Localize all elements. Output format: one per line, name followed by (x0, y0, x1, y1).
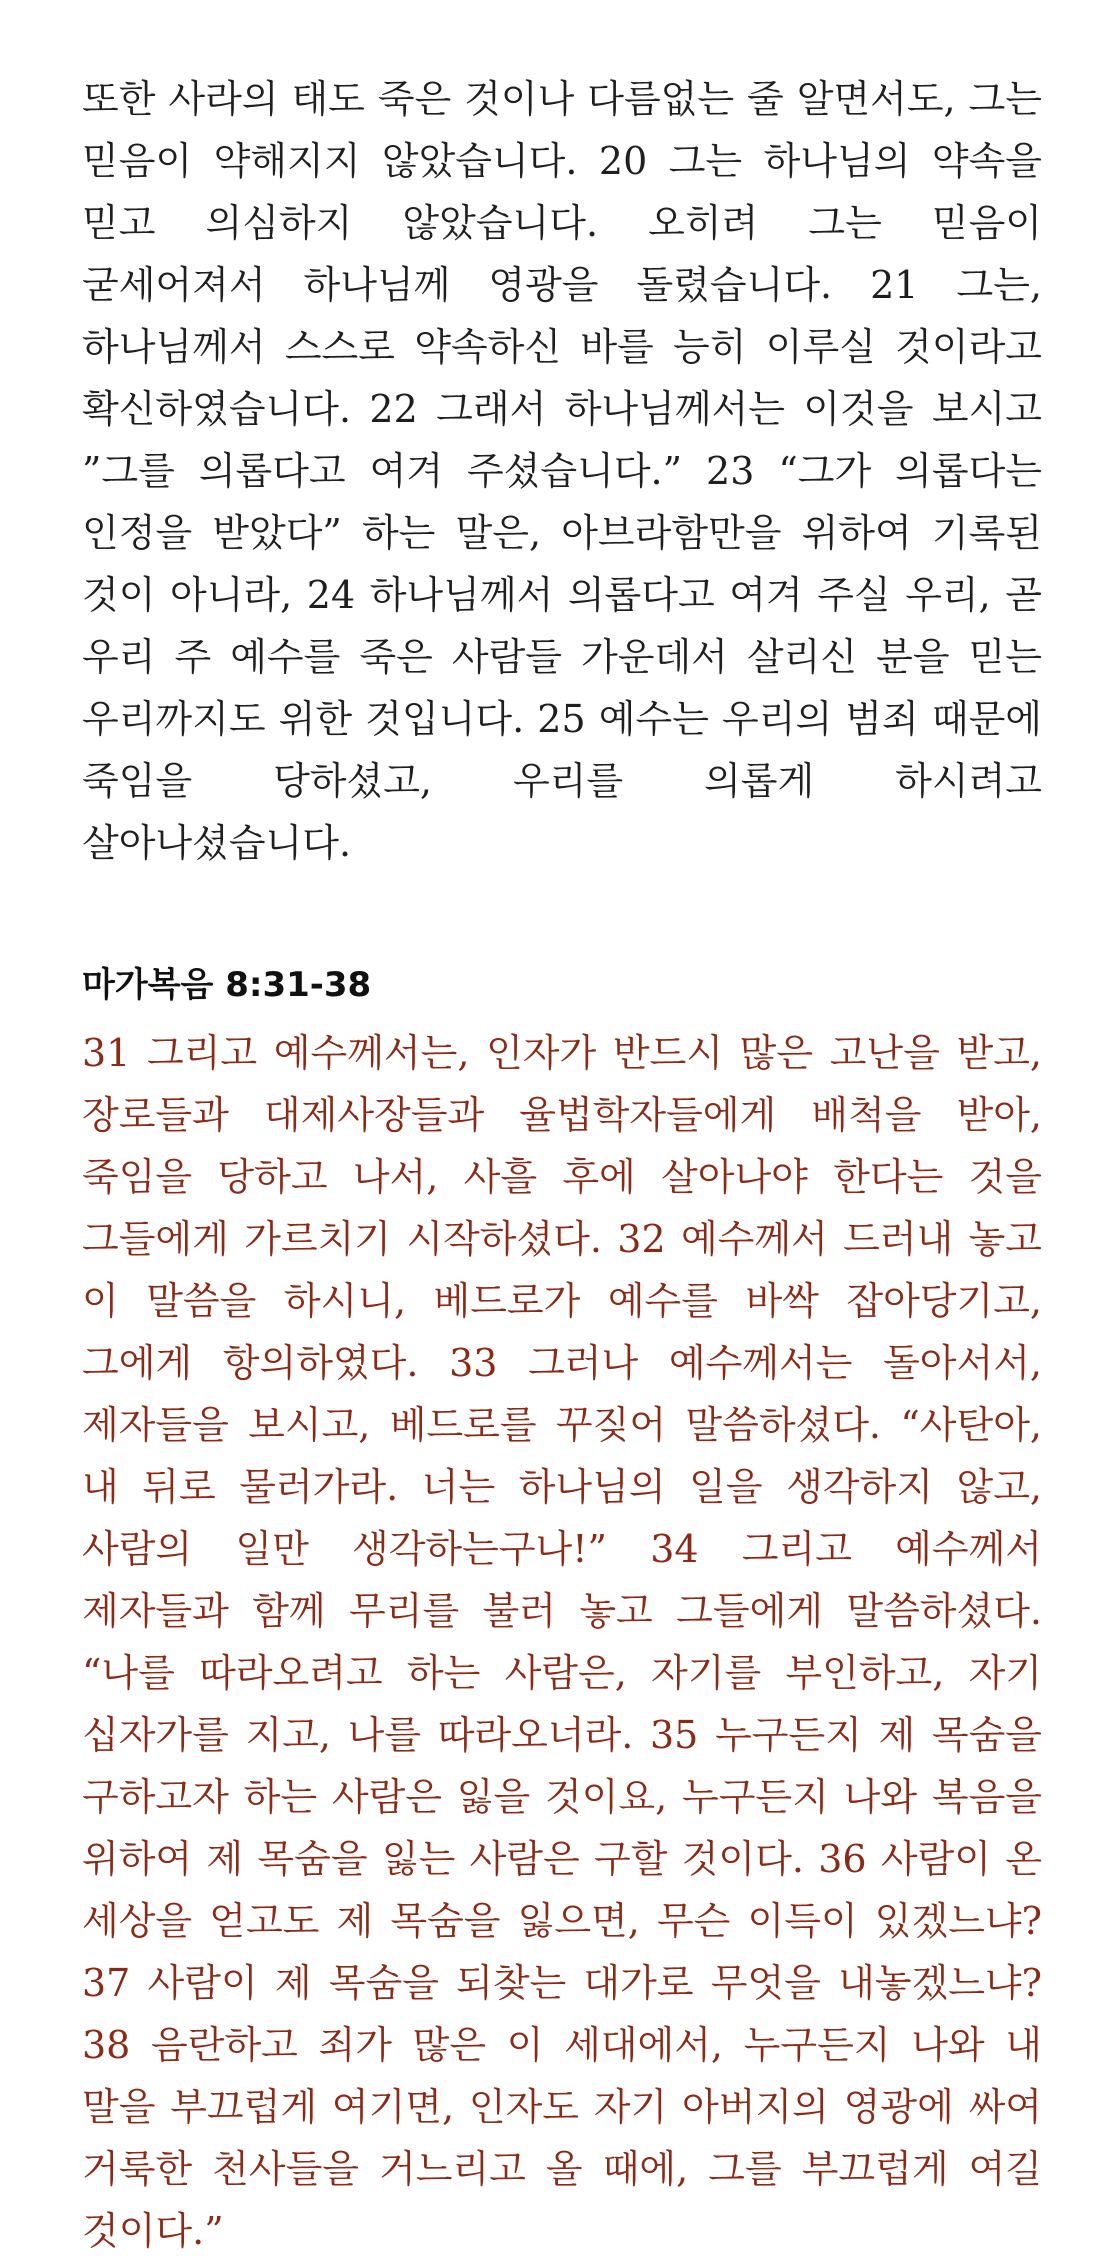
scripture-reference-heading: 마가복음 8:31-38 (82, 965, 372, 1005)
romans-passage-text: 또한 사라의 태도 죽은 것이나 다름없는 줄 알면서도, 그는 믿음이 약해지지 않았습니다. 20 그는 하나님의 약속을 믿고 의심하지 않았습니다. 오히려 그는 믿음이 굳세어져서 하나님께 영광을 돌렸습니다. 21 그는, 하나님께서 스스로 약속하신 바를 능히 이루실 것이라고 확신하였습니다. 22 그래서 하나님께서는 이것을 보시고 ”그를 의롭다고 여겨 주셨습니다.” 23 “그가 의롭다는 인정을 받았다” 하는 말은, 아브라함만을 위하여 기록된 것이 아니라, 24 하나님께서 의롭다고 여겨 주실 우리, 곧 우리 주 예수를 죽은 사람들 가운데서 살리신 분을 믿는 우리까지도 위한 것입니다. 25 예수는 우리의 범죄 때문에 죽임을 당하셨고, 우리를 의롭게 하시려고 살아나셨습니다. (82, 77, 1043, 865)
mark-passage-text: 31 그리고 예수께서는, 인자가 반드시 많은 고난을 받고, 장로들과 대제사장들과 율법학자들에게 배척을 받아, 죽임을 당하고 나서, 사흘 후에 살아나야 한다는 것을 그들에게 가르치기 시작하셨다. 32 예수께서 드러내 놓고 이 말씀을 하시니, 베드로가 예수를 바싹 잡아당기고, 그에게 항의하였다. 33 그러나 예수께서는 돌아서서, 제자들을 보시고, 베드로를 꾸짖어 말씀하셨다. “사탄아, 내 뒤로 물러가라. 너는 하나님의 일을 생각하지 않고, 사람의 일만 생각하는구나!” 34 그리고 예수께서 제자들과 함께 무리를 불러 놓고 그들에게 말씀하셨다. “나를 따라오려고 하는 사람은, 자기를 부인하고, 자기 십자가를 지고, 나를 따라오너라. 35 누구든지 제 목숨을 구하고자 하는 사람은 잃을 것이요, 누구든지 나와 복음을 위하여 제 목숨을 잃는 사람은 구할 것이다. 36 사람이 온 세상을 얻고도 제 목숨을 잃으면, 무슨 이득이 있겠느냐? 37 사람이 제 목숨을 되찾는 대가로 무엇을 내놓겠느냐? 38 음란하고 죄가 많은 이 세대에서, 누구든지 나와 내 말을 부끄럽게 여기면, 인자도 자기 아버지의 영광에 싸여 거룩한 천사들을 거느리고 올 때에, 그를 부끄럽게 여길 것이다.” (82, 1031, 1042, 2253)
document-page (82, 68, 1042, 2262)
